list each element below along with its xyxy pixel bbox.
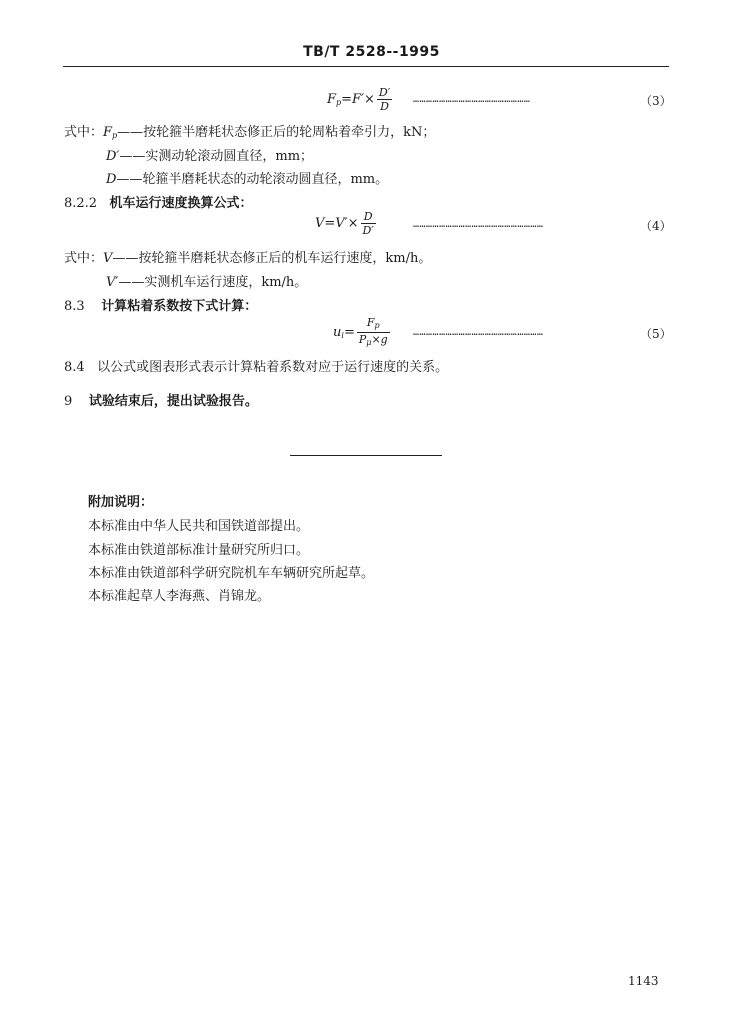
formula-4 bbox=[315, 210, 378, 237]
def-3-line-3 bbox=[106, 168, 388, 187]
formula-5-numerator bbox=[357, 316, 390, 333]
formula-3-lhs-sub: p bbox=[336, 98, 342, 107]
section-8-4-text: 以公式或图表形式表示计算粘着系数对应于运行速度的关系。 bbox=[97, 360, 449, 375]
formula-3-eq: =F′× bbox=[341, 92, 375, 107]
formula-5-num-symbol: F bbox=[366, 316, 375, 329]
formula-3 bbox=[327, 86, 394, 113]
def-4-symbol-2: V′ bbox=[106, 275, 119, 290]
section-separator-rule bbox=[290, 455, 442, 456]
formula-3-number: （3） bbox=[640, 94, 672, 108]
formula-4-leader-dots: …………………………………………………… bbox=[413, 219, 544, 230]
section-8-3-title: 计算粘着系数按下式计算： bbox=[101, 299, 258, 314]
header-rule bbox=[63, 66, 669, 67]
def-3-text-3: ——轮箍半磨耗状态的动轮滚动圆直径，mm。 bbox=[116, 172, 389, 187]
formula-4-eq: V=V′× bbox=[315, 216, 359, 231]
section-8-4 bbox=[64, 356, 448, 375]
formula-5-eq: = bbox=[343, 325, 355, 340]
document-id-header: TB/T 2528--1995 bbox=[303, 44, 440, 60]
appendix-line: 本标准起草人李海燕、肖锦龙。 bbox=[88, 589, 271, 604]
section-8-2-2-number: 8.2.2 bbox=[64, 196, 98, 211]
formula-5-den-sub: μ bbox=[366, 338, 372, 347]
def-3-symbol-3: D bbox=[106, 172, 117, 187]
appendix-line: 本标准由铁道部科学研究院机车车辆研究所起草。 bbox=[88, 566, 375, 581]
def-3-symbol-1: F bbox=[103, 125, 113, 140]
def-4-text-2: ——实测机车运行速度，km/h。 bbox=[118, 275, 308, 290]
def-4-symbol-1: V bbox=[103, 251, 113, 266]
formula-4-fraction bbox=[361, 210, 376, 237]
def-3-symbol-1-sub: p bbox=[112, 131, 118, 140]
formula-5-lhs: u bbox=[333, 325, 342, 340]
formula-5-den-symbol: P bbox=[358, 333, 367, 346]
def-4-line-1 bbox=[64, 247, 431, 266]
appendix-title: 附加说明： bbox=[88, 495, 154, 510]
def-3-line-2 bbox=[106, 145, 313, 164]
page-number: 1143 bbox=[628, 974, 659, 988]
section-8-2-2 bbox=[64, 192, 253, 211]
section-9 bbox=[64, 390, 258, 409]
formula-3-leader-dots: ……………………………………………… bbox=[413, 94, 531, 105]
section-8-2-2-title: 机车运行速度换算公式： bbox=[109, 196, 253, 211]
formula-3-denominator: D bbox=[380, 100, 389, 113]
formula-4-numerator: D bbox=[361, 210, 376, 224]
formula-5-fraction bbox=[357, 316, 390, 349]
formula-5-leader-dots: …………………………………………………… bbox=[413, 327, 544, 338]
formula-3-numerator: D′ bbox=[378, 86, 391, 99]
formula-5-den-rest: ×g bbox=[371, 333, 388, 346]
def-3-text-2: ——实测动轮滚动圆直径，mm； bbox=[119, 149, 314, 164]
formula-4-denominator: D′ bbox=[362, 224, 374, 237]
def-3-text-1: ——按轮箍半磨耗状态修正后的轮周粘着牵引力，kN； bbox=[117, 125, 436, 140]
formula-5-num-sub: p bbox=[374, 321, 380, 330]
formula-5 bbox=[333, 316, 392, 349]
section-9-text: 试验结束后，提出试验报告。 bbox=[88, 394, 258, 409]
appendix-line: 本标准由铁道部标准计量研究所归口。 bbox=[88, 543, 310, 558]
formula-3-fraction bbox=[377, 86, 392, 113]
def-4-prefix: 式中： bbox=[64, 251, 104, 266]
formula-4-number: （4） bbox=[640, 219, 672, 233]
section-8-4-number: 8.4 bbox=[64, 360, 85, 375]
section-9-number: 9 bbox=[64, 394, 73, 409]
def-4-text-1: ——按轮箍半磨耗状态修正后的机车运行速度，km/h。 bbox=[112, 251, 432, 266]
section-8-3 bbox=[64, 295, 257, 314]
formula-5-denominator bbox=[357, 333, 390, 349]
formula-5-number: （5） bbox=[640, 327, 672, 341]
formula-3-lhs: F bbox=[327, 92, 337, 107]
def-4-line-2 bbox=[106, 271, 307, 290]
section-8-3-number: 8.3 bbox=[64, 299, 85, 314]
def-3-line-1 bbox=[64, 121, 435, 140]
formula-5-lhs-sub: i bbox=[341, 331, 344, 340]
appendix-line: 本标准由中华人民共和国铁道部提出。 bbox=[88, 519, 310, 534]
def-3-symbol-2: D′ bbox=[106, 149, 120, 164]
def-3-prefix: 式中： bbox=[64, 125, 104, 140]
